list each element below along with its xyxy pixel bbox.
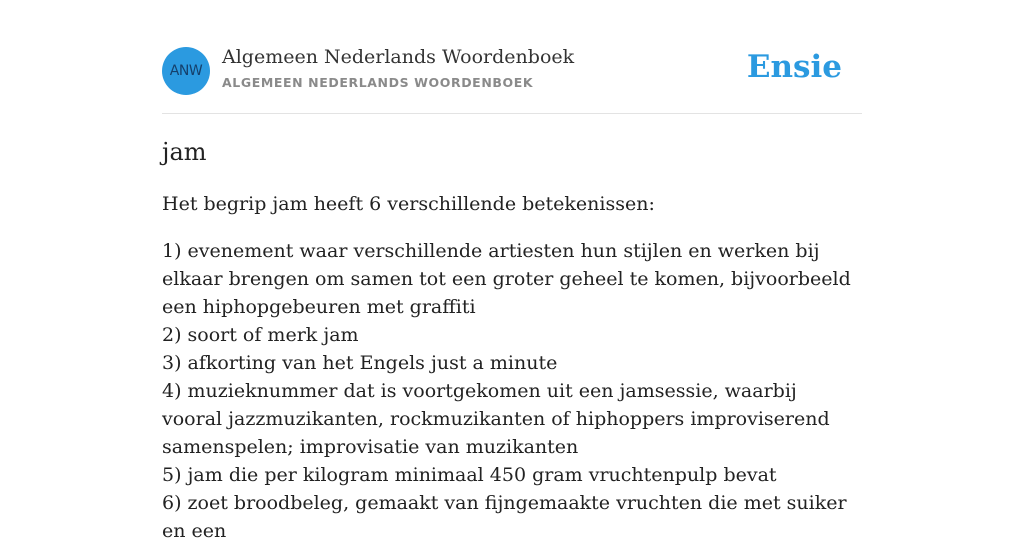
definition-list (162, 237, 862, 545)
definition-item: 2) soort of merk jam (162, 324, 359, 346)
definition-item: 3) afkorting van het Engels just a minute (162, 352, 558, 374)
definition-item: 5) jam die per kilogram minimaal 450 gram vruchtenpulp bevat (162, 464, 777, 486)
definition-item: 6) zoet broodbeleg, gemaakt van fijngemaakte vruchten die met suiker en een (162, 492, 847, 542)
definition-item: 1) evenement waar verschillende artiesten hun stijlen en werken bij elkaar brengen om samen tot een groter geheel te komen, bijvoorbeeld een hiphopgebeuren met graffiti (162, 240, 851, 318)
definition-item: 4) muzieknummer dat is voortgekomen uit een jamsessie, waarbij vooral jazzmuzikanten, rockmuzikanten of hiphoppers improviserend samenspelen; improvisatie van muzikanten (162, 380, 830, 458)
entry-word: jam (162, 138, 207, 166)
header (162, 0, 862, 114)
brand-logo[interactable]: Ensie (746, 49, 842, 85)
source-logo[interactable] (162, 47, 210, 95)
source-title[interactable]: Algemeen Nederlands Woordenboek (222, 46, 575, 68)
page-container (162, 0, 862, 542)
source-logo-text: ANW (169, 63, 203, 79)
source-subtitle: ALGEMEEN NEDERLANDS WOORDENBOEK (222, 75, 534, 90)
entry-intro: Het begrip jam heeft 6 verschillende betekenissen: (162, 193, 655, 215)
